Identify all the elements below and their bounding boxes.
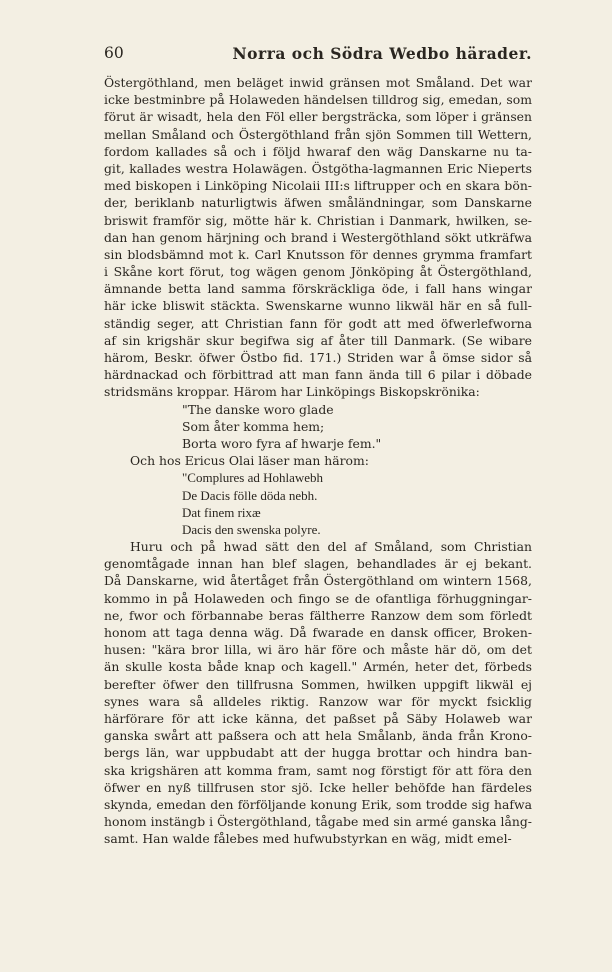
running-title: Norra och Södra Wedbo härader. [232,44,532,63]
text-line: samt. Han walde fålebes med hufwubstyrkan en wäg, midt emel- [104,831,512,847]
text-line: öfwer en nyß tillfrusen stor sjö. Icke heller behöfde han färdeles [104,779,532,795]
text-line: härom, Beskr. öfwer Östbo fid. 171.) Striden war å ömse sidor så [104,350,532,365]
page-header [104,44,532,64]
text-line: Då Danskarne, wid återtåget från Östergöthland om wintern 1568, [104,573,532,589]
text-line: Huru och på hwad sätt den del af Småland, som Christian [130,539,532,555]
text-line: honom att taga denna wäg. Då fwarade en dansk officer, Broken- [104,625,532,640]
text-line: der, beriklanb naturligtwis äfwen småländningar, som Danskarne [104,195,532,211]
text-line: icke bestminbre på Holaweden händelsen tilldrog sig, emedan, som [104,92,532,108]
text-line: git, kallades westra Holawägen. Östgötha-lagmannen Eric Nieperts [104,160,532,176]
text-line: Dat finem rixæ [182,504,261,520]
text-line: Och hos Ericus Olai läser man härom: [130,453,369,469]
text-line: kommo in på Holaweden och fingo se de ofantliga förhuggningar- [104,590,532,606]
text-line: Östergöthland, men beläget inwid gränsen mot Småland. Det war [104,75,532,90]
text-line: fordom kallades så och i följd hwaraf den wäg Danskarne nu ta- [104,143,532,159]
text-line: stridsmäns kroppar. Härom har Linköpings Biskopskrönika: [104,384,480,400]
page-number: 60 [104,44,124,62]
text-line: Som åter komma hem; [182,418,325,434]
text-line: än skulle kosta både knap och kagell." Armén, heter det, förbeds [104,659,532,675]
paragraph-1 [104,74,532,401]
text-line: dan han genom härjning och brand i Westergöthland sökt utkräfwa [104,229,532,245]
text-line: honom instängb i Östergöthland, tågabe med sin armé ganska lång- [104,814,532,830]
paragraph-2 [104,452,532,469]
verse-quotation-2 [104,469,532,538]
text-line: här icke bliswit stäckta. Swenskarne wunno likwäl här en så full- [104,298,532,314]
text-line: "Complures ad Hohlawebh [182,470,324,486]
verse-quotation-1 [104,401,532,453]
text-line: af sin krigshär skur begifwa sig af åter till Danmark. (Se wibare [104,332,532,348]
text-line: De Dacis fölle döda nebh. [182,487,318,503]
text-line: Borta woro fyra af hwarje fem." [182,435,382,451]
text-line: ständig seger, att Christian fann för godt att med öfwerlefworna [104,315,532,331]
text-line: med biskopen i Linköping Nicolaii III:s liftrupper och en skara bön- [104,178,532,194]
text-line: ämnande betta land samma förskräckliga öde, i fall hans wingar [104,281,532,297]
text-line: husen: "kära bror lilla, wi äro här före och måste här dö, om det [104,642,532,658]
text-line: genomtågade innan han blef slagen, behandlades är ej bekant. [104,556,532,572]
text-line: berefter öfwer den tillfrusna Sommen, hwilken uppgift likwäl ej [104,676,532,692]
text-line: i Skåne kort förut, tog wägen genom Jönköping åt Östergöthland, [104,264,532,280]
text-line: härförare för att icke känna, det paßset på Säby Holaweb war [104,710,532,726]
text-line: briswit framför sig, mötte här k. Christian i Danmark, hwilken, se- [104,212,532,228]
text-line: ne, fwor och förbannabe beras fältherre Ranzow dem som förledt [104,607,532,623]
text-line: "The danske woro glade [182,401,334,417]
paragraph-3 [104,538,532,847]
text-line: ganska swårt att paßsera och att hela Smålanb, ända från Krono- [104,728,532,744]
text-line: bergs län, war uppbudabt att der hugga brottar och hindra ban- [104,745,532,761]
text-line: härdnackad och förbittrad att man fann ända till 6 pilar i döbade [104,367,532,383]
page-body [104,74,532,847]
text-line: skynda, emedan den förföljande konung Erik, som trodde sig hafwa [104,796,532,812]
text-line: förut är wisadt, hela den Föl eller bergsträcka, som löper i gränsen [104,109,532,125]
text-line: Dacis den swenska polyre. [182,521,321,537]
text-line: sin blodsbämnd mot k. Carl Knutsson för dennes grymma framfart [104,246,532,262]
text-line: synes wara så alldeles riktig. Ranzow war för myckt fsicklig [104,693,532,709]
text-line: mellan Småland och Östergöthland från sjön Sommen till Wettern, [104,126,532,142]
text-line: ska krigshären att komma fram, samt nog förstigt för att föra den [104,762,532,778]
